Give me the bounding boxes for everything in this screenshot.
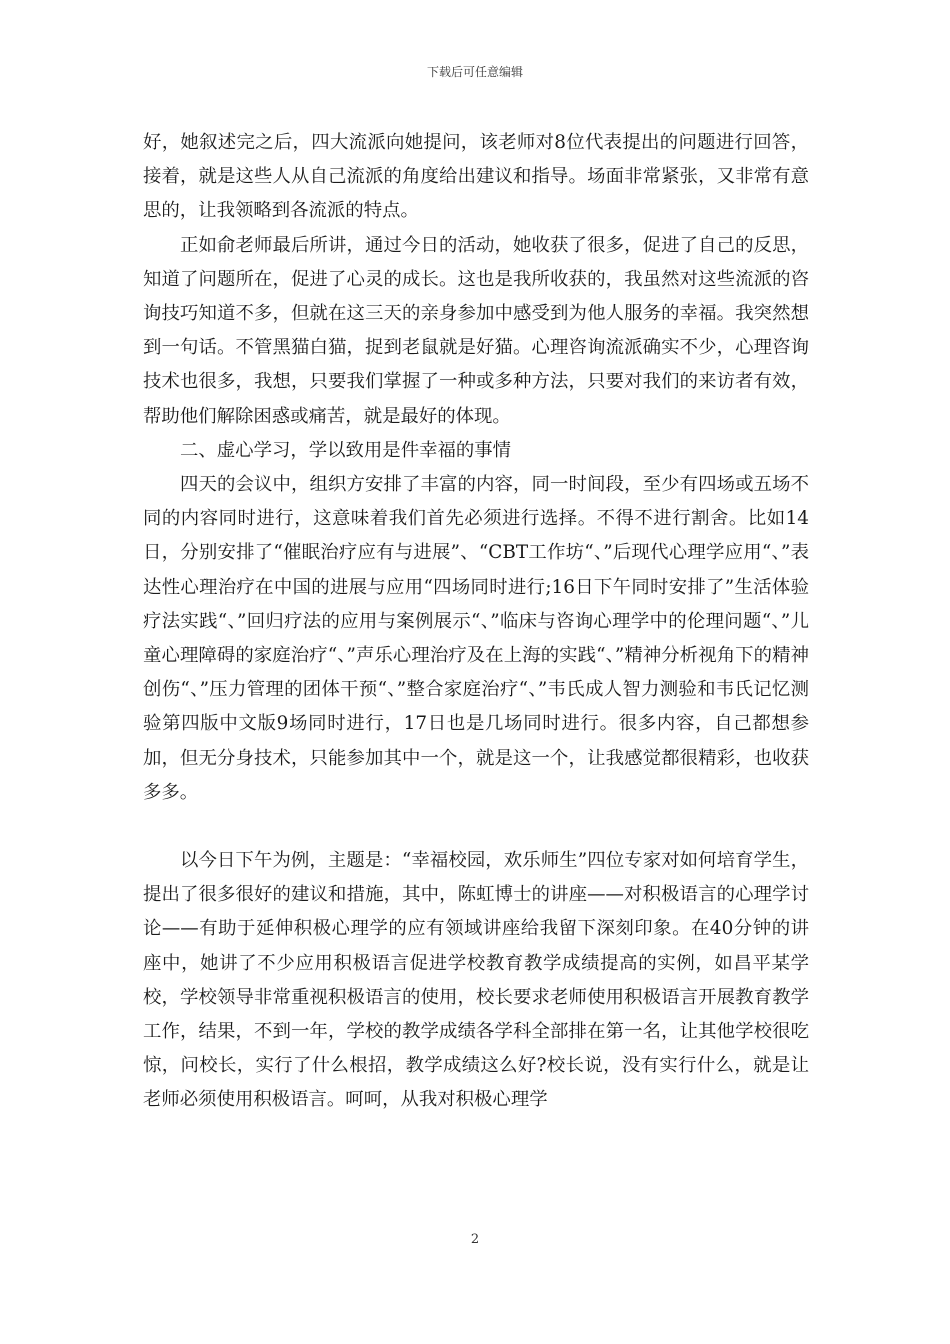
section-heading: 二、虚心学习，学以致用是件幸福的事情 — [180, 439, 512, 461]
page-header: 下载后可任意编辑 — [426, 65, 523, 79]
page-number: 2 — [470, 1232, 480, 1247]
paragraph-gap — [143, 810, 809, 844]
paragraph-2: 正如俞老师最后所讲，通过今日的活动，她收获了很多，促进了自己的反思，知道了问题所在，促进了心灵的成长。这也是我所收获的，我虽然对这些流派的咨询技巧知道不多，但就在这三天的亲身参加中感受到为他人服务的幸福。我突然想到一句话。不管黑猫白猫，捉到老鼠就是好猫。心理咨询流派确实不少，心理咨询技术也很多，我想，只要我们掌握了一种或多种方法，只要对我们的来访者有效，帮助他们解除困惑或痛苦，就是最好的体现。 — [143, 234, 809, 427]
document-body — [143, 126, 809, 1118]
paragraph-4: 以今日下午为例，主题是：“幸福校园，欢乐师生”四位专家对如何培育学生，提出了很多很好的建议和措施，其中，陈虹博士的讲座——对积极语言的心理学讨论——有助于延伸积极心理学的应有领域讲座给我留下深刻印象。在40分钟的讲座中，她讲了不少应用积极语言促进学校教育教学成绩提高的实例，如昌平某学校，学校领导非常重视积极语言的使用，校长要求老师使用积极语言开展教育教学工作，结果，不到一年，学校的教学成绩各学科全部排在第一名，让其他学校很吃惊，问校长，实行了什么根招，教学成绩这么好?校长说，没有实行什么，就是让老师必须使用积极语言。呵呵，从我对积极心理学 — [143, 850, 809, 1111]
paragraph-3: 四天的会议中，组织方安排了丰富的内容，同一时间段，至少有四场或五场不同的内容同时进行，这意味着我们首先必须进行选择。不得不进行割舍。比如14日，分别安排了“催眠治疗应有与进展”、“CBT工作坊“、”后现代心理学应用“、”表达性心理治疗在中国的进展与应用“四场同时进行;16日下午同时安排了”生活体验疗法实践“、”回归疗法的应用与案例展示“、”临床与咨询心理学中的伦理问题“、”儿童心理障碍的家庭治疗“、”声乐心理治疗及在上海的实践“、”精神分析视角下的精神创伤“、”压力管理的团体干预“、”整合家庭治疗“、”韦氏成人智力测验和韦氏记忆测验第四版中文版9场同时进行，17日也是几场同时进行。很多内容，自己都想参加，但无分身技术，只能参加其中一个，就是这一个，让我感觉都很精彩，也收获多多。 — [143, 474, 809, 803]
paragraph-1: 好，她叙述完之后，四大流派向她提问，该老师对8位代表提出的问题进行回答，接着，就是这些人从自己流派的角度给出建议和指导。场面非常紧张，又非常有意思的，让我领略到各流派的特点。 — [143, 132, 809, 222]
